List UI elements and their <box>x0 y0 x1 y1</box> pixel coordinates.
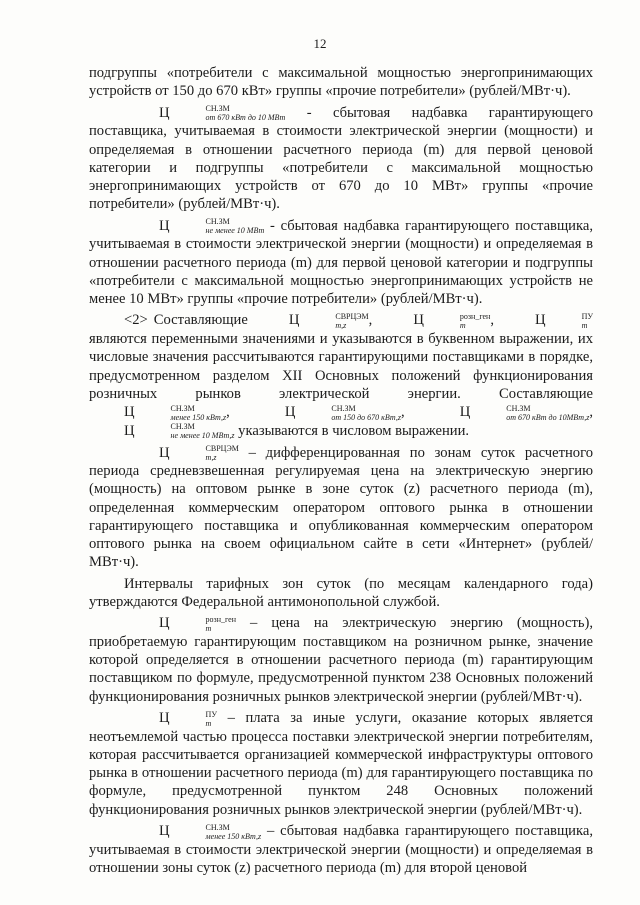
text-run: , <box>401 403 425 420</box>
paragraph-p6 <box>89 575 593 611</box>
symbol-base: Ц <box>459 403 471 420</box>
paragraph-p2 <box>89 104 593 214</box>
formula-symbol <box>124 444 239 463</box>
symbol-subscript: от 670 кВт до 10 МВт <box>205 113 286 123</box>
symbol-subscript: не менее 10 МВт <box>205 226 265 236</box>
text-run: , <box>368 312 379 329</box>
symbol-base: Ц <box>159 217 170 234</box>
paragraph-p5 <box>89 444 593 572</box>
text-run: Интервалы тарифных зон суток (по месяцам календарного года) утверждаются Федеральной антимонопольной службой. <box>89 575 593 610</box>
symbol-superscript: СН.ЗМ <box>170 403 195 413</box>
symbol-base: Ц <box>124 403 135 420</box>
symbol-superscript: СН.ЗМ <box>506 403 531 413</box>
text-run: – цена на электрическую энергию (мощность), приобретаемую гарантирующим поставщиком на розничном рынке, значение которой определяется в отношении расчетного периода (m) гарантирующим поставщиком по формуле, предусмотренной пунктом 238 Основных положений функционирования розничных рынков электрической энергии (рублей/МВт·ч). <box>89 615 593 705</box>
symbol-superscript: СН.ЗМ <box>205 104 230 114</box>
symbol-base: Ц <box>159 823 170 840</box>
text-run: подгруппы «потребители с максимальной мощностью энергопринимающих устройств от 150 до 670 кВт» группы «прочие потребители» (рублей/МВт·ч). <box>89 65 593 100</box>
symbol-base: Ц <box>159 104 170 121</box>
symbol-base: Ц <box>413 312 424 329</box>
text-run: являются переменными значениями и указываются в буквенном выражении, их числовые значения рассчитываются гарантирующими поставщиками в порядке, предусмотренном разделом XII Основных положений функционирования розничных рынков электрической энергии. Составляющие <box>89 331 593 402</box>
paragraph-p8 <box>89 709 593 819</box>
symbol-superscript: СВРЦЭМ <box>335 312 369 322</box>
symbol-superscript: розн_ген <box>459 312 491 322</box>
symbol-subscript: m <box>205 624 212 634</box>
text-run: – сбытовая надбавка гарантирующего поставщика, учитываемая в стоимости электрической энергии (мощности) и определяемая в отношении зоны суток (z) расчетного периода (m) для второй ценовой <box>89 823 593 876</box>
symbol-base: Ц <box>159 444 170 461</box>
text-run: , <box>490 312 501 329</box>
symbol-superscript: СН.ЗМ <box>331 403 356 413</box>
symbol-base: Ц <box>535 312 546 329</box>
text-run: , <box>589 403 593 420</box>
formula-symbol <box>425 403 590 422</box>
page-number: 12 <box>313 36 327 51</box>
paragraph-p7 <box>89 614 593 705</box>
symbol-subscript: не менее 10 МВт,z <box>170 431 235 441</box>
symbol-superscript: ПУ <box>581 312 594 322</box>
paragraph-p1 <box>89 64 593 100</box>
symbol-base: Ц <box>159 710 170 727</box>
formula-symbol <box>500 311 593 330</box>
symbol-superscript: СН.ЗМ <box>170 422 195 432</box>
formula-symbol <box>124 822 261 841</box>
symbol-base: Ц <box>124 422 135 439</box>
paragraph-p4 <box>89 311 593 440</box>
text-run: , <box>226 403 250 420</box>
symbol-superscript: ПУ <box>205 709 217 719</box>
symbol-subscript: m,z <box>205 453 217 463</box>
symbol-subscript: от 670 кВт до 10МВт,z <box>506 412 590 422</box>
symbol-subscript: m <box>205 718 212 728</box>
text-run: – плата за иные услуги, оказание которых является неотъемлемой частью процесса поставки электрической энергии потребителям, которая рассчитывается организацией коммерческой инфраструктуры оптового рынка в отношении расчетного периода (m) для гарантирующего поставщика по формуле, предусмотренной пунктом 248 Основных положений функционирования розничных рынков электрической энергии (рублей/МВт·ч). <box>89 710 593 818</box>
formula-symbol <box>124 709 217 728</box>
symbol-superscript: СВРЦЭМ <box>205 444 239 454</box>
text-run: - сбытовая надбавка гарантирующего поставщика, учитываемая в стоимости электрической энергии (мощности) и определяемая в отношении расчетного периода (m) для первой ценовой категории и подгруппы «потребители с максимальной мощностью энергопринимающих устройств от 670 до 10 МВт» группы «прочие потребители» (рублей/МВт·ч). <box>89 104 593 213</box>
document-body <box>89 64 593 880</box>
formula-symbol <box>89 403 226 422</box>
formula-symbol <box>254 311 369 330</box>
text-run: – дифференцированная по зонам суток расчетного периода средневзвешенная регулируемая цена на электрическую энергию (мощность) на оптовом рынке в зоне суток (z) расчетного периода (m), определенная коммерческим оператором оптового рынка в отношении гарантирующего поставщика и опубликованная коммерческим оператором оптового рынка на своем официальном сайте в сети «Интернет» (рублей/МВт·ч). <box>89 444 593 571</box>
formula-symbol <box>124 104 285 123</box>
formula-symbol <box>124 217 264 236</box>
symbol-superscript: СН.ЗМ <box>205 217 230 227</box>
symbol-subscript: m <box>581 321 588 331</box>
text-run: - сбытовая надбавка гарантирующего поставщика, учитываемая в стоимости электрической энергии (мощности) и определяемая в отношении расчетного периода (m) для первой ценовой категории и подгруппы «потребители с максимальной мощностью энергопринимающих устройств не менее 10 МВт» группы «прочие потребители» (рублей/МВт·ч). <box>89 217 593 307</box>
symbol-subscript: менее 150 кВт,z <box>170 412 227 422</box>
symbol-superscript: СН.ЗМ <box>205 822 230 832</box>
formula-symbol <box>378 311 490 330</box>
formula-symbol <box>124 614 236 633</box>
paragraph-p9 <box>89 822 593 877</box>
formula-symbol <box>250 403 401 422</box>
symbol-base: Ц <box>288 312 300 329</box>
symbol-subscript: от 150 до 670 кВт,z <box>331 412 401 422</box>
text-run: указываются в числовом выражении. <box>234 422 470 439</box>
symbol-subscript: m,z <box>335 321 347 331</box>
symbol-base: Ц <box>284 403 296 420</box>
symbol-base: Ц <box>159 615 170 632</box>
paragraph-p3 <box>89 217 593 308</box>
symbol-subscript: m <box>459 321 466 331</box>
symbol-subscript: менее 150 кВт,z <box>205 831 262 841</box>
symbol-superscript: розн_ген <box>205 615 236 625</box>
text-run: <2> Составляющие <box>124 312 254 329</box>
formula-symbol <box>89 422 235 441</box>
